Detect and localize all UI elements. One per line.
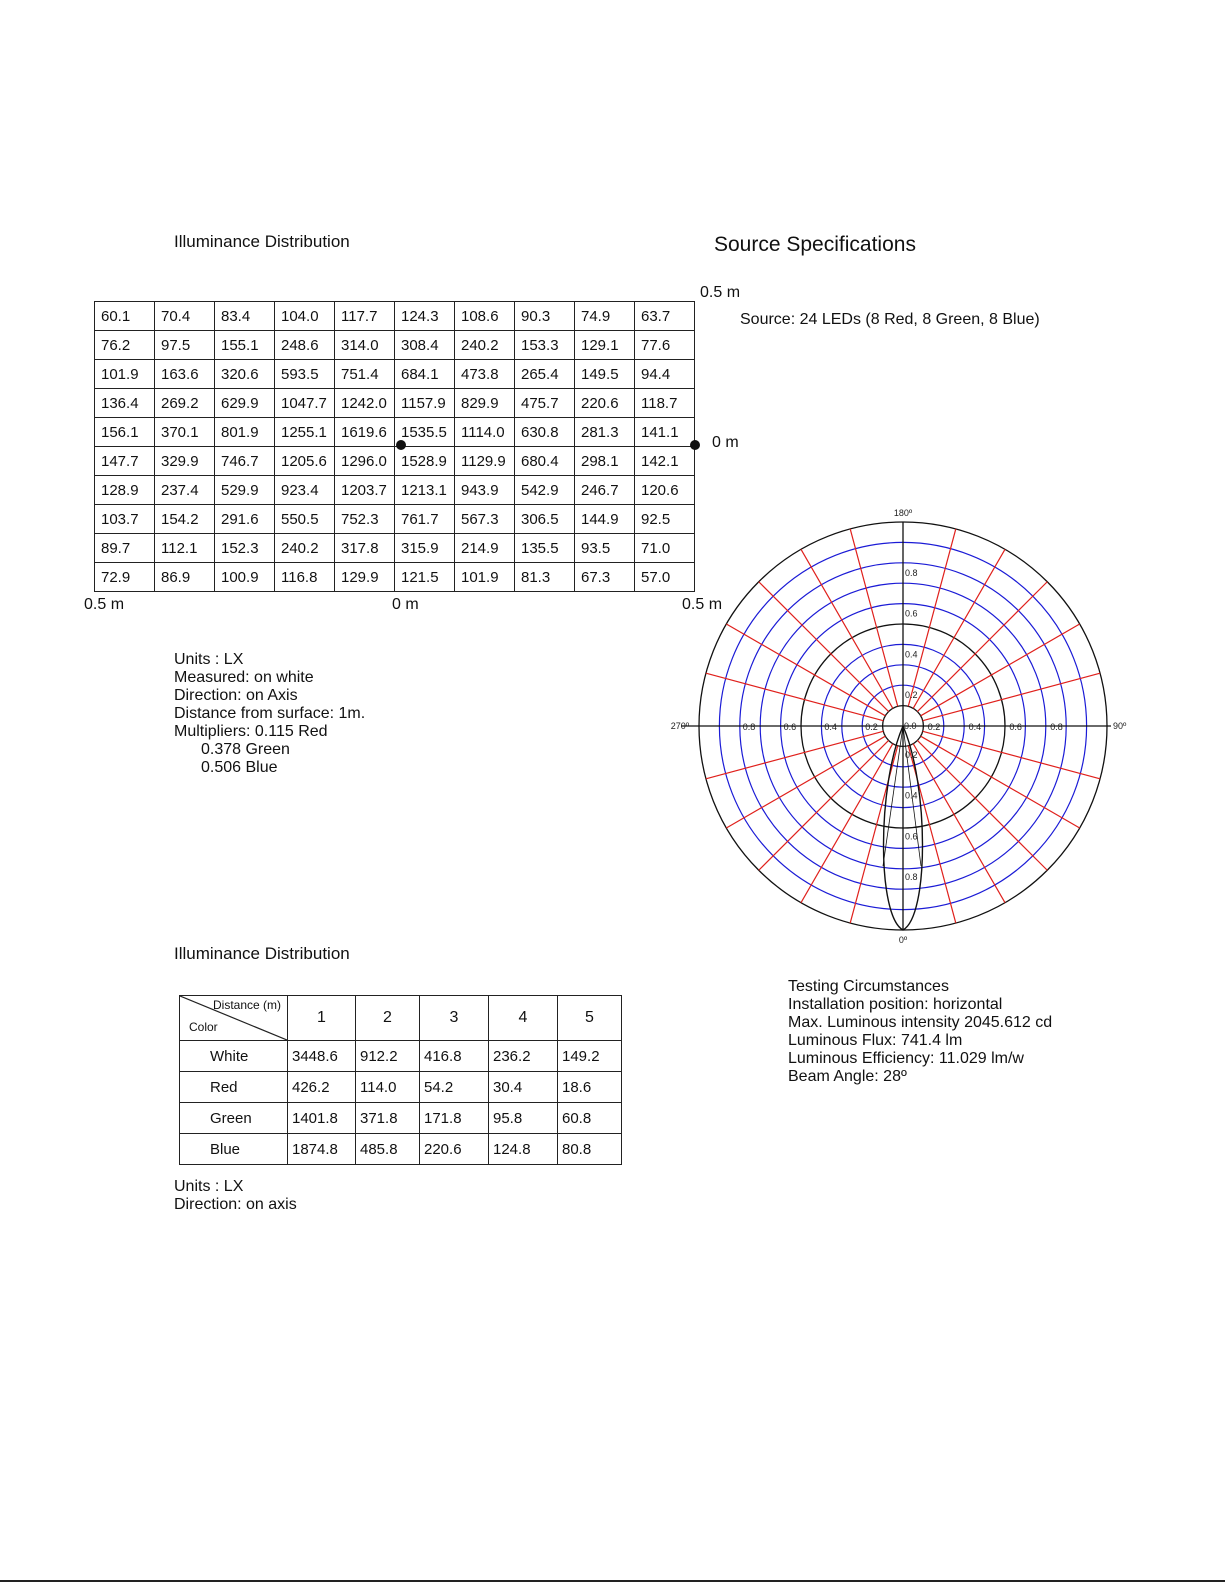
grid-cell: 1242.0 — [335, 389, 395, 418]
radial-label-down: 0.2 — [905, 749, 918, 760]
dist-row — [180, 1134, 622, 1165]
grid-cell: 829.9 — [455, 389, 515, 418]
grid-cell: 152.3 — [215, 534, 275, 563]
grid-cell: 1535.5 — [395, 418, 455, 447]
radial-label-right: 0.6 — [1009, 722, 1022, 732]
dist-notes — [174, 1178, 297, 1214]
grid-cell: 1157.9 — [395, 389, 455, 418]
grid-cell: 74.9 — [575, 302, 635, 331]
grid-cell: 801.9 — [215, 418, 275, 447]
source-description: Source: 24 LEDs (8 Red, 8 Green, 8 Blue) — [740, 311, 1040, 328]
radial-label-right: 0.4 — [968, 722, 982, 732]
grid-cell: 121.5 — [395, 563, 455, 592]
grid-cell: 1047.7 — [275, 389, 335, 418]
grid-cell: 100.9 — [215, 563, 275, 592]
radial-label-up: 0.8 — [905, 567, 918, 578]
testing-flux: Luminous Flux: 741.4 lm — [788, 1032, 963, 1049]
grid-cell: 751.4 — [335, 360, 395, 389]
grid-cell: 1213.1 — [395, 476, 455, 505]
grid-row — [95, 447, 695, 476]
dist-cell: 485.8 — [356, 1134, 420, 1165]
source-title: Source Specifications — [714, 233, 916, 256]
grid-notes — [174, 651, 365, 777]
radial-label-left: 0.2 — [865, 722, 878, 732]
grid-cell: 63.7 — [635, 302, 695, 331]
grid-cell: 1255.1 — [275, 418, 335, 447]
grid-cell: 71.0 — [635, 534, 695, 563]
dist-row-color: Red — [180, 1072, 288, 1103]
radial-label-left: 0.8 — [742, 722, 756, 732]
grid-cell: 529.9 — [215, 476, 275, 505]
header-color-label: Color — [189, 1020, 218, 1034]
grid-cell: 108.6 — [455, 302, 515, 331]
note-measured: Measured: on white — [174, 669, 314, 686]
grid-cell: 370.1 — [155, 418, 215, 447]
note-direction: Direction: on Axis — [174, 687, 298, 704]
dist-cell: 30.4 — [489, 1072, 558, 1103]
dist-row-color: White — [180, 1041, 288, 1072]
note-green: 0.378 Green — [201, 741, 290, 758]
grid-row — [95, 505, 695, 534]
dist-header-row — [180, 996, 622, 1041]
dist-cell: 1401.8 — [288, 1103, 356, 1134]
radial-label-center: 0.0 — [904, 721, 917, 731]
angle-label-top: 180º — [893, 508, 913, 518]
grid-cell: 550.5 — [275, 505, 335, 534]
grid-cell: 761.7 — [395, 505, 455, 534]
grid-cell: 89.7 — [95, 534, 155, 563]
grid-row — [95, 563, 695, 592]
grid-cell: 240.2 — [275, 534, 335, 563]
distance-table — [179, 995, 622, 1165]
grid-cell: 684.1 — [395, 360, 455, 389]
grid-cell: 103.7 — [95, 505, 155, 534]
grid-cell: 77.6 — [635, 331, 695, 360]
polar-diagram — [650, 485, 1150, 965]
grid-cell: 67.3 — [575, 563, 635, 592]
grid-cell: 320.6 — [215, 360, 275, 389]
dist-units: Units : LX — [174, 1178, 244, 1195]
grid-cell: 94.4 — [635, 360, 695, 389]
grid-cell: 90.3 — [515, 302, 575, 331]
grid-cell: 265.4 — [515, 360, 575, 389]
grid-cell: 943.9 — [455, 476, 515, 505]
grid-cell: 153.3 — [515, 331, 575, 360]
grid-cell: 141.1 — [635, 418, 695, 447]
grid-cell: 97.5 — [155, 331, 215, 360]
illuminance-grid-table — [94, 301, 695, 592]
radial-label-right: 0.8 — [1050, 722, 1063, 732]
grid-cell: 156.1 — [95, 418, 155, 447]
radial-label-up: 0.4 — [905, 649, 918, 660]
grid-cell: 128.9 — [95, 476, 155, 505]
testing-max-intensity: Max. Luminous intensity 2045.612 cd — [788, 1014, 1053, 1031]
dist-cell: 236.2 — [489, 1041, 558, 1072]
grid-cell: 104.0 — [275, 302, 335, 331]
page-bottom-rule — [0, 1580, 1225, 1582]
dist-cell: 3448.6 — [288, 1041, 356, 1072]
dist-cell: 1874.8 — [288, 1134, 356, 1165]
grid-row — [95, 418, 695, 447]
grid-cell: 72.9 — [95, 563, 155, 592]
note-multipliers: Multipliers: 0.115 Red — [174, 723, 328, 740]
grid-cell: 746.7 — [215, 447, 275, 476]
grid-cell: 752.3 — [335, 505, 395, 534]
grid-cell: 101.9 — [95, 360, 155, 389]
grid-cell: 298.1 — [575, 447, 635, 476]
grid-cell: 567.3 — [455, 505, 515, 534]
grid-cell: 281.3 — [575, 418, 635, 447]
dist-row — [180, 1072, 622, 1103]
grid-row — [95, 331, 695, 360]
grid-cell: 1129.9 — [455, 447, 515, 476]
grid-cell: 101.9 — [455, 563, 515, 592]
dist-cell: 416.8 — [420, 1041, 489, 1072]
dist-cell: 95.8 — [489, 1103, 558, 1134]
dist-cell: 114.0 — [356, 1072, 420, 1103]
grid-cell: 144.9 — [575, 505, 635, 534]
grid-cell: 129.9 — [335, 563, 395, 592]
dist-cell: 54.2 — [420, 1072, 489, 1103]
grid-cell: 329.9 — [155, 447, 215, 476]
grid-cell: 116.8 — [275, 563, 335, 592]
grid-cell: 248.6 — [275, 331, 335, 360]
grid-label-bottom-mid: 0 m — [392, 596, 419, 613]
grid-cell: 542.9 — [515, 476, 575, 505]
dist-column-header: 4 — [489, 996, 558, 1041]
grid-cell: 83.4 — [215, 302, 275, 331]
grid-cell: 593.5 — [275, 360, 335, 389]
dist-cell: 426.2 — [288, 1072, 356, 1103]
grid-label-top-right: 0.5 m — [700, 284, 741, 301]
grid-cell: 155.1 — [215, 331, 275, 360]
grid-cell: 136.4 — [95, 389, 155, 418]
dist-cell: 171.8 — [420, 1103, 489, 1134]
grid-cell: 118.7 — [635, 389, 695, 418]
dist-cell: 60.8 — [558, 1103, 622, 1134]
grid-label-bottom-left: 0.5 m — [84, 596, 125, 613]
testing-beam: Beam Angle: 28º — [788, 1068, 907, 1085]
grid-cell: 1619.6 — [335, 418, 395, 447]
grid-label-mid-right: 0 m — [712, 434, 739, 451]
grid-cell: 629.9 — [215, 389, 275, 418]
dist-cell: 220.6 — [420, 1134, 489, 1165]
note-units: Units : LX — [174, 651, 244, 668]
grid-cell: 149.5 — [575, 360, 635, 389]
grid-cell: 1528.9 — [395, 447, 455, 476]
grid-cell: 240.2 — [455, 331, 515, 360]
grid-cell: 314.0 — [335, 331, 395, 360]
header-distance-label: Distance (m) — [212, 998, 281, 1012]
radial-label-down: 0.4 — [905, 790, 918, 801]
angle-label-right: 90º — [1113, 721, 1127, 731]
grid-cell: 306.5 — [515, 505, 575, 534]
radial-label-left: 0.4 — [824, 722, 837, 732]
grid-cell: 86.9 — [155, 563, 215, 592]
grid-cell: 76.2 — [95, 331, 155, 360]
grid-cell: 92.5 — [635, 505, 695, 534]
dist-column-header: 3 — [420, 996, 489, 1041]
right-marker-dot — [690, 440, 700, 450]
grid-label-bottom-right: 0.5 m — [682, 596, 723, 613]
grid-cell: 70.4 — [155, 302, 215, 331]
dist-title: Illuminance Distribution — [174, 944, 350, 963]
dist-direction: Direction: on axis — [174, 1196, 297, 1213]
note-blue: 0.506 Blue — [201, 759, 278, 776]
radial-label-right: 0.2 — [927, 722, 941, 732]
grid-cell: 237.4 — [155, 476, 215, 505]
grid-cell: 308.4 — [395, 331, 455, 360]
grid-cell: 317.8 — [335, 534, 395, 563]
dist-cell: 912.2 — [356, 1041, 420, 1072]
dist-row-color: Green — [180, 1103, 288, 1134]
grid-cell: 129.1 — [575, 331, 635, 360]
grid-cell: 135.5 — [515, 534, 575, 563]
dist-column-header: 5 — [558, 996, 622, 1041]
grid-cell: 163.6 — [155, 360, 215, 389]
grid-cell: 142.1 — [635, 447, 695, 476]
grid-cell: 269.2 — [155, 389, 215, 418]
grid-row — [95, 302, 695, 331]
dist-column-header: 2 — [356, 996, 420, 1041]
grid-cell: 81.3 — [515, 563, 575, 592]
grid-cell: 117.7 — [335, 302, 395, 331]
grid-title: Illuminance Distribution — [174, 232, 350, 251]
testing-block — [788, 978, 1052, 1086]
grid-cell: 923.4 — [275, 476, 335, 505]
grid-cell: 120.6 — [635, 476, 695, 505]
grid-cell: 214.9 — [455, 534, 515, 563]
grid-cell: 246.7 — [575, 476, 635, 505]
grid-cell: 473.8 — [455, 360, 515, 389]
grid-cell: 315.9 — [395, 534, 455, 563]
dist-cell: 124.8 — [489, 1134, 558, 1165]
grid-cell: 291.6 — [215, 505, 275, 534]
note-distance: Distance from surface: 1m. — [174, 705, 366, 722]
dist-row — [180, 1103, 622, 1134]
grid-cell: 112.1 — [155, 534, 215, 563]
dist-cell: 18.6 — [558, 1072, 622, 1103]
grid-cell: 154.2 — [155, 505, 215, 534]
angle-label-bottom: 0º — [898, 935, 908, 945]
dist-row-color: Blue — [180, 1134, 288, 1165]
testing-title: Testing Circumstances — [788, 978, 949, 995]
grid-cell: 147.7 — [95, 447, 155, 476]
grid-cell: 93.5 — [575, 534, 635, 563]
radial-label-left: 0.6 — [783, 722, 797, 732]
grid-cell: 630.8 — [515, 418, 575, 447]
dist-cell: 371.8 — [356, 1103, 420, 1134]
radial-label-up: 0.6 — [905, 608, 918, 619]
grid-row — [95, 360, 695, 389]
angle-label-left: 270º — [670, 721, 689, 731]
grid-cell: 124.3 — [395, 302, 455, 331]
radial-label-down: 0.6 — [905, 831, 918, 842]
grid-cell: 220.6 — [575, 389, 635, 418]
dist-cell: 80.8 — [558, 1134, 622, 1165]
dist-column-header: 1 — [288, 996, 356, 1041]
testing-efficiency: Luminous Efficiency: 11.029 lm/w — [788, 1050, 1024, 1067]
grid-cell: 57.0 — [635, 563, 695, 592]
center-marker-dot — [396, 440, 406, 450]
dist-row — [180, 1041, 622, 1072]
radial-label-up: 0.2 — [905, 690, 918, 701]
grid-cell: 1114.0 — [455, 418, 515, 447]
grid-row — [95, 534, 695, 563]
grid-cell: 1205.6 — [275, 447, 335, 476]
grid-cell: 475.7 — [515, 389, 575, 418]
dist-cell: 149.2 — [558, 1041, 622, 1072]
radial-label-down: 0.8 — [905, 872, 918, 883]
grid-row — [95, 389, 695, 418]
grid-cell: 1296.0 — [335, 447, 395, 476]
grid-row — [95, 476, 695, 505]
dist-header-corner — [180, 996, 288, 1041]
testing-installation: Installation position: horizontal — [788, 996, 1003, 1013]
grid-cell: 1203.7 — [335, 476, 395, 505]
grid-cell: 680.4 — [515, 447, 575, 476]
grid-cell: 60.1 — [95, 302, 155, 331]
